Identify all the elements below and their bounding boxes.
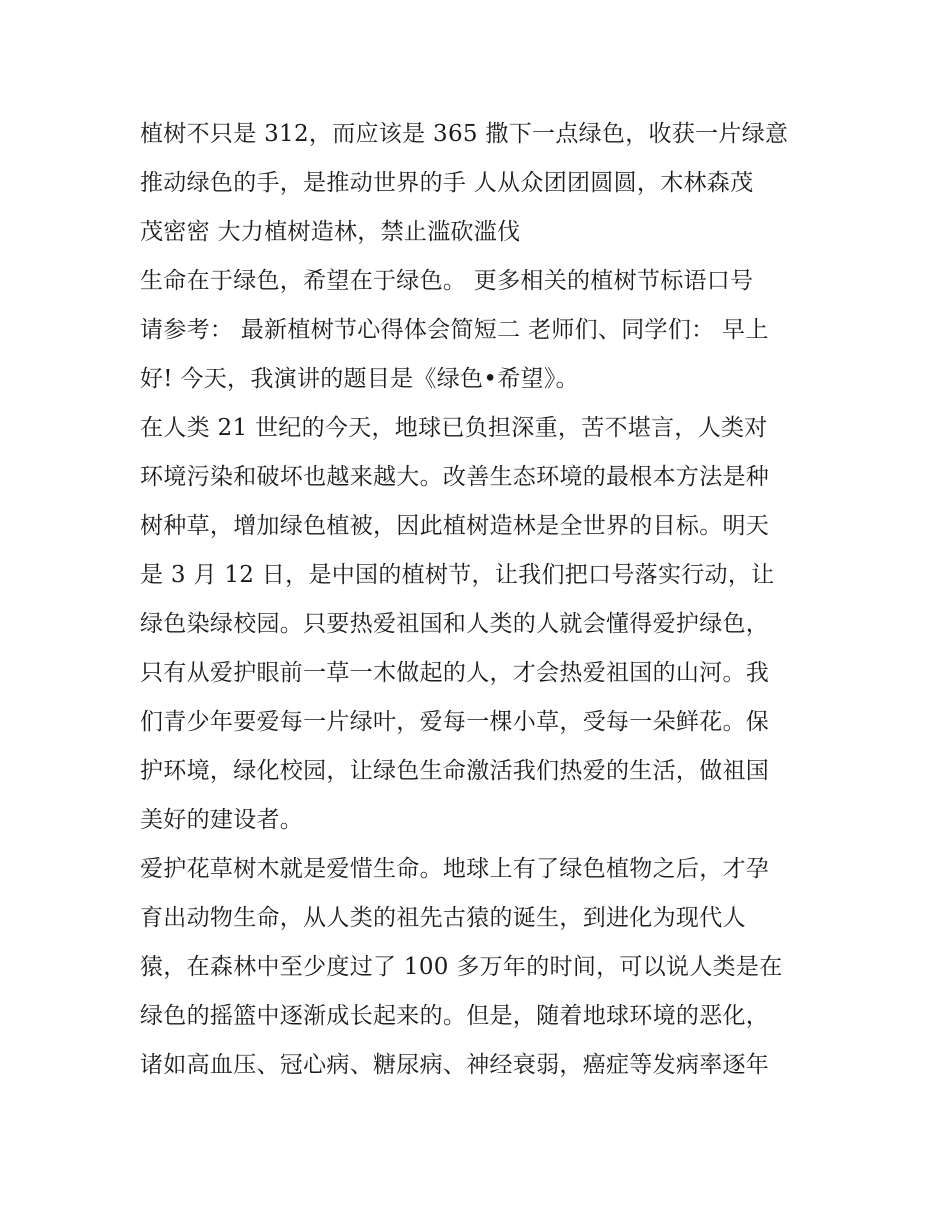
text-line: 诸如高血压、冠心病、糖尿病、神经衰弱，癌症等发病率逐年 [140, 1052, 770, 1078]
text-line: 环境污染和破坏也越来越大。改善生态环境的最根本方法是种 [140, 464, 770, 490]
text-line: 是 3 月 12 日，是中国的植树节，让我们把口号落实行动，让 [140, 562, 775, 588]
text-line: 们青少年要爱每一片绿叶，爱每一棵小草，受每一朵鲜花。保 [140, 709, 770, 735]
text-line: 猿，在森林中至少度过了 100 多万年的时间，可以说人类是在 [140, 954, 783, 980]
text-line: 护环境，绿化校园，让绿色生命激活我们热爱的生活，做祖国 [140, 758, 770, 784]
text-line: 生命在于绿色，希望在于绿色。 更多相关的植树节标语口号 [140, 268, 754, 294]
text-line: 育出动物生命，从人类的祖先古猿的诞生，到进化为现代人 [140, 905, 746, 931]
text-line: 美好的建设者。 [140, 807, 304, 833]
text-line: 推动绿色的手，是推动世界的手 人从众团团圆圆，木林森茂 [140, 170, 754, 196]
text-line: 树种草，增加绿色植被，因此植树造林是全世界的目标。明天 [140, 513, 770, 539]
text-line: 植树不只是 312，而应该是 365 撒下一点绿色，收获一片绿意 [140, 121, 789, 147]
text-line: 爱护花草树木就是爱惜生命。地球上有了绿色植物之后，才孕 [140, 856, 770, 882]
text-line: 在人类 21 世纪的今天，地球已负担深重，苦不堪言，人类对 [140, 415, 768, 441]
text-line: 绿色的摇篮中逐渐成长起来的。但是，随着地球环境的恶化， [140, 1003, 770, 1029]
text-line: 请参考： 最新植树节心得体会简短二 老师们、同学们： 早上 [140, 317, 769, 343]
text-line: 只有从爱护眼前一草一木做起的人，才会热爱祖国的山河。我 [140, 660, 770, 686]
text-line: 好! 今天，我演讲的题目是《绿色•希望》。 [140, 366, 579, 392]
text-line: 绿色染绿校园。只要热爱祖国和人类的人就会懂得爱护绿色， [140, 611, 770, 637]
text-line: 茂密密 大力植树造林，禁止滥砍滥伐 [140, 219, 521, 245]
